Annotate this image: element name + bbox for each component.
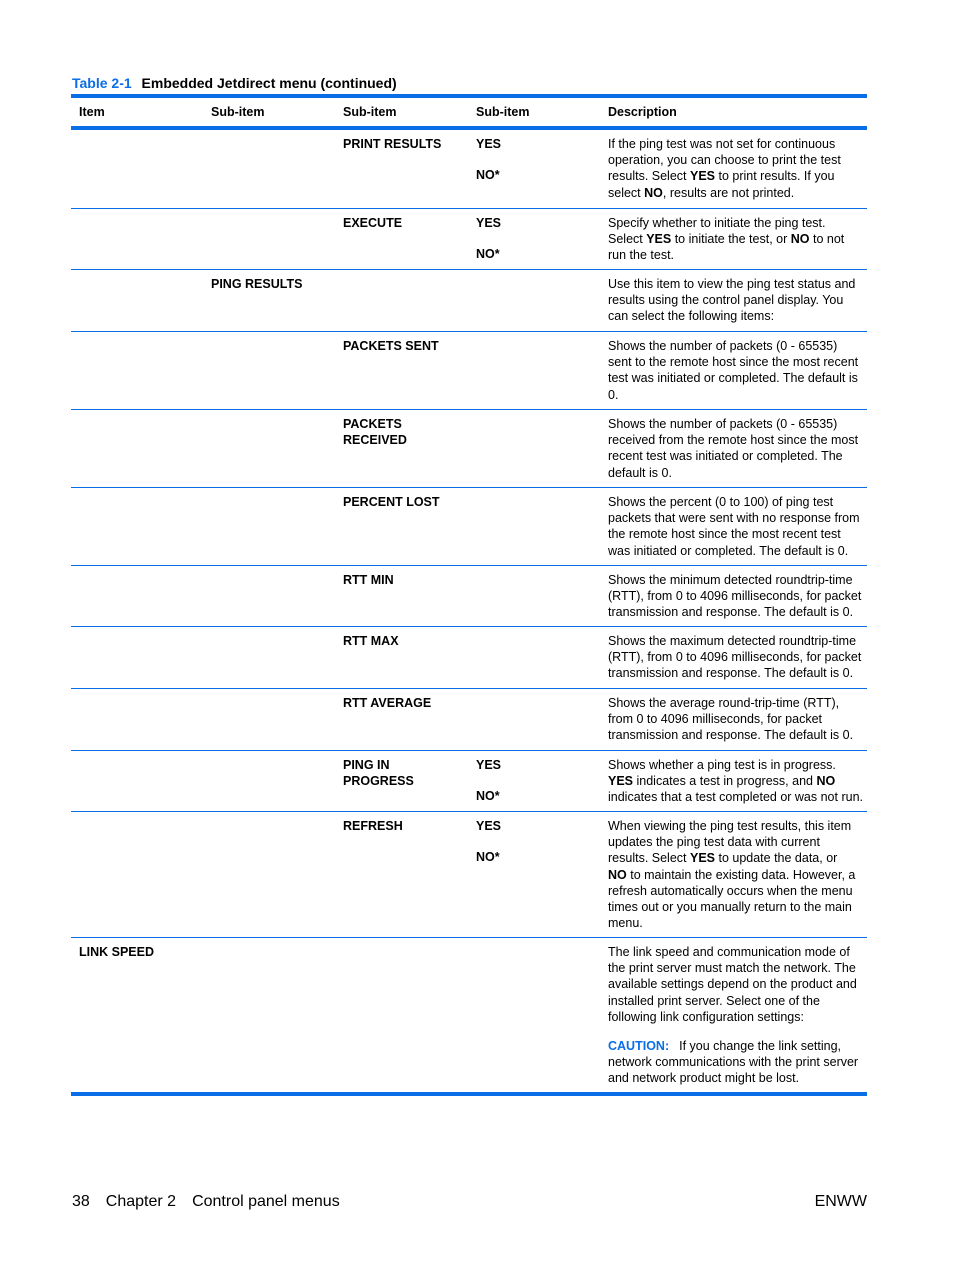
header-sub-item-2: Sub-item: [343, 105, 397, 119]
text-run: received from the remote host since the most: [608, 433, 859, 448]
table-row: [71, 332, 867, 410]
description-cell: [608, 572, 864, 621]
description-line: [608, 711, 864, 727]
text-run: run the test.: [608, 248, 675, 263]
text-run: following link configuration settings:: [608, 1009, 804, 1024]
text-run: results. Select: [608, 169, 690, 184]
description-line: [608, 543, 864, 559]
description-line: [608, 867, 864, 883]
description-line: [608, 883, 864, 899]
header-sub-item-3: Sub-item: [476, 105, 530, 119]
description-line: [608, 185, 864, 201]
sub-item-cell: PING RESULTS: [211, 277, 303, 291]
table-row: [71, 410, 867, 488]
description-cell: [608, 818, 864, 931]
text-run: Shows the minimum detected roundtrip-time: [608, 573, 853, 587]
option-no-default: NO*: [476, 168, 500, 182]
text-run: can select the following items:: [608, 309, 775, 324]
description-line: [608, 494, 864, 510]
text-run: indicates that a test completed or was not run.: [608, 790, 863, 805]
description-line: [608, 354, 864, 370]
text-run: test was initiated or completed. The default is: [608, 371, 858, 386]
description-line: [608, 231, 864, 247]
text-run: results using the control panel display. You: [608, 293, 844, 308]
header-sub-item-1: Sub-item: [211, 105, 265, 119]
description-line: [608, 370, 864, 386]
text-run: from 0 to 4096 milliseconds, for packet: [608, 712, 822, 727]
option-yes: YES: [476, 137, 502, 151]
description-line: [608, 215, 864, 231]
table-row: [71, 812, 867, 938]
text-run: (RTT), from 0 to 4096 milliseconds, for packet: [608, 650, 862, 665]
description-line: [608, 899, 864, 915]
description-line: [608, 727, 864, 743]
text-run: When viewing the ping test results, this item: [608, 819, 852, 833]
description-line: [608, 510, 864, 526]
text-run: recent test was initiated or completed. The: [608, 449, 843, 464]
table-row: [71, 938, 867, 1093]
text-run: menu.: [608, 916, 643, 931]
sub-item-2-cell: PING IN PROGRESS: [343, 758, 414, 789]
text-run: (RTT), from 0 to 4096 milliseconds, for packet: [608, 589, 862, 604]
option-no-default: NO*: [476, 850, 500, 864]
description-line: [608, 944, 864, 960]
emphasis-text: NO: [816, 774, 836, 789]
text-run: updates the ping test data with current: [608, 835, 820, 850]
page-footer-left: [72, 1193, 340, 1211]
header-description: Description: [608, 105, 677, 119]
description-cell: [608, 944, 864, 1087]
option-no-default: NO*: [476, 789, 500, 803]
table-row: [71, 130, 867, 209]
emphasis-text: NO: [644, 185, 663, 200]
description-line: [608, 308, 864, 324]
table-row: [71, 488, 867, 566]
text-run: Use this item to view the ping test status and: [608, 277, 856, 291]
sub-item-2-cell: REFRESH: [343, 819, 403, 833]
description-line: [608, 834, 864, 850]
header-item: Item: [79, 105, 105, 119]
text-run: to print results. If you: [715, 169, 835, 184]
text-run: sent to the remote host since the most recent: [608, 355, 859, 370]
sub-item-2-cell: RTT MIN: [343, 573, 394, 587]
chapter-title: Control panel menus: [192, 1193, 340, 1210]
sub-item-2-cell: PERCENT LOST: [343, 495, 440, 509]
table-title: Embedded Jetdirect menu (continued): [141, 75, 397, 91]
description-line: [608, 136, 864, 152]
caution-note: [608, 1038, 864, 1087]
page-footer-right: ENWW: [814, 1193, 867, 1210]
emphasis-text: YES: [646, 232, 672, 247]
text-run: to initiate the test, or: [671, 232, 791, 247]
description-line: [608, 448, 864, 464]
emphasis-text: NO: [608, 867, 627, 882]
description-line: [608, 588, 864, 604]
table-row: [71, 566, 867, 627]
emphasis-text: NO: [790, 232, 810, 247]
text-run: If the ping test was not set for continuous: [608, 137, 836, 151]
table-number: Table 2-1: [72, 75, 132, 91]
description-line: [608, 416, 864, 432]
description-line: [608, 915, 864, 931]
description-line: [608, 773, 864, 789]
description-line: [608, 465, 864, 481]
description-cell: [608, 633, 864, 682]
description-line: [608, 387, 864, 403]
description-line: [608, 604, 864, 620]
table-row: [71, 689, 867, 751]
text-run: times out or you manually return to the main: [608, 900, 852, 915]
text-run: to update the data, or: [715, 851, 838, 866]
description-line: [608, 649, 864, 665]
table-row: [71, 751, 867, 812]
table-row: [71, 209, 867, 270]
text-run: default is 0.: [608, 465, 672, 480]
text-run: select: [608, 185, 645, 200]
description-line: [608, 1054, 864, 1070]
description-cell: [608, 215, 864, 264]
emphasis-text: YES: [689, 169, 715, 184]
text-run: the print server must match the network. The: [608, 961, 856, 976]
description-line: [608, 976, 864, 992]
description-line: [608, 292, 864, 308]
text-run: , results are not printed.: [662, 185, 795, 200]
text-run: transmission and response. The default is 0.: [608, 605, 854, 620]
table-row: [71, 627, 867, 689]
table-bottom-rule: [71, 1092, 867, 1096]
description-line: [608, 168, 864, 184]
text-run: 0.: [608, 387, 619, 402]
text-run: Shows the number of packets (0 - 65535): [608, 339, 838, 353]
text-run: Shows the percent (0 to 100) of ping test: [608, 495, 834, 509]
description-cell: [608, 276, 864, 325]
description-line: [608, 1070, 864, 1086]
text-run: Specify whether to initiate the ping test.: [608, 216, 826, 230]
table-caption: [72, 75, 397, 91]
description-line: [608, 338, 864, 354]
description-line: [608, 276, 864, 292]
text-run: packets that were sent with no response from: [608, 511, 860, 526]
text-run: and network product might be lost.: [608, 1071, 800, 1086]
description-line: [608, 993, 864, 1009]
description-cell: [608, 695, 864, 744]
sub-item-2-cell: RTT AVERAGE: [343, 696, 432, 710]
sub-item-2-cell: PACKETS RECEIVED: [343, 417, 407, 448]
text-run: operation, you can choose to print the test: [608, 153, 841, 168]
description-line: [608, 850, 864, 866]
description-line: [608, 572, 864, 588]
description-cell: [608, 136, 864, 201]
text-run: If you change the link setting,: [679, 1039, 842, 1054]
text-run: Shows the average round-trip-time (RTT),: [608, 696, 840, 710]
emphasis-text: YES: [608, 774, 634, 789]
text-run: Select: [608, 232, 647, 247]
description-line: [608, 960, 864, 976]
table-body: [71, 130, 867, 1093]
page-number: 38: [72, 1193, 90, 1210]
text-run: transmission and response. The default is 0.: [608, 666, 854, 681]
text-run: was initiated or completed. The default is 0.: [608, 543, 849, 558]
description-line: [608, 757, 864, 773]
description-line: [608, 152, 864, 168]
text-run: network communications with the print server: [608, 1055, 859, 1070]
text-run: to maintain the existing data. However, a: [626, 867, 856, 882]
description-line: [608, 789, 864, 805]
item-cell: LINK SPEED: [79, 945, 155, 959]
text-run: the remote host since the most recent test: [608, 527, 841, 542]
sub-item-2-cell: PRINT RESULTS: [343, 137, 442, 151]
chapter-label: Chapter 2: [105, 1193, 177, 1210]
description-line: [608, 432, 864, 448]
table-row: [71, 270, 867, 332]
text-run: to not: [809, 232, 845, 247]
description-line: [608, 818, 864, 834]
caution-label: CAUTION:: [608, 1039, 670, 1054]
description-line: [608, 695, 864, 711]
description-cell: [608, 757, 864, 806]
text-run: transmission and response. The default is 0.: [608, 728, 854, 743]
sub-item-2-cell: PACKETS SENT: [343, 339, 439, 353]
sub-item-2-cell: EXECUTE: [343, 216, 403, 230]
description-cell: [608, 494, 864, 559]
description-line: [608, 1009, 864, 1025]
sub-item-2-cell: RTT MAX: [343, 634, 399, 648]
option-yes: YES: [476, 216, 502, 230]
text-run: Shows the number of packets (0 - 65535): [608, 417, 838, 431]
text-run: Shows the maximum detected roundtrip-time: [608, 634, 857, 648]
description-line: [608, 526, 864, 542]
text-run: installed print server. Select one of the: [608, 993, 820, 1008]
description-line: [608, 247, 864, 263]
description-line: [608, 633, 864, 649]
text-run: results. Select: [608, 851, 690, 866]
option-no-default: NO*: [476, 247, 500, 261]
table-header-row: [71, 98, 867, 126]
description-line: [608, 665, 864, 681]
text-run: refresh automatically occurs when the menu: [608, 883, 853, 898]
emphasis-text: YES: [689, 851, 715, 866]
option-yes: YES: [476, 758, 502, 772]
text-run: The link speed and communication mode of: [608, 945, 850, 959]
option-yes: YES: [476, 819, 502, 833]
text-run: Shows whether a ping test is in progress.: [608, 758, 836, 772]
description-cell: [608, 338, 864, 403]
text-run: indicates a test in progress, and: [633, 774, 817, 789]
text-run: available settings depend on the product and: [608, 977, 857, 992]
description-cell: [608, 416, 864, 481]
